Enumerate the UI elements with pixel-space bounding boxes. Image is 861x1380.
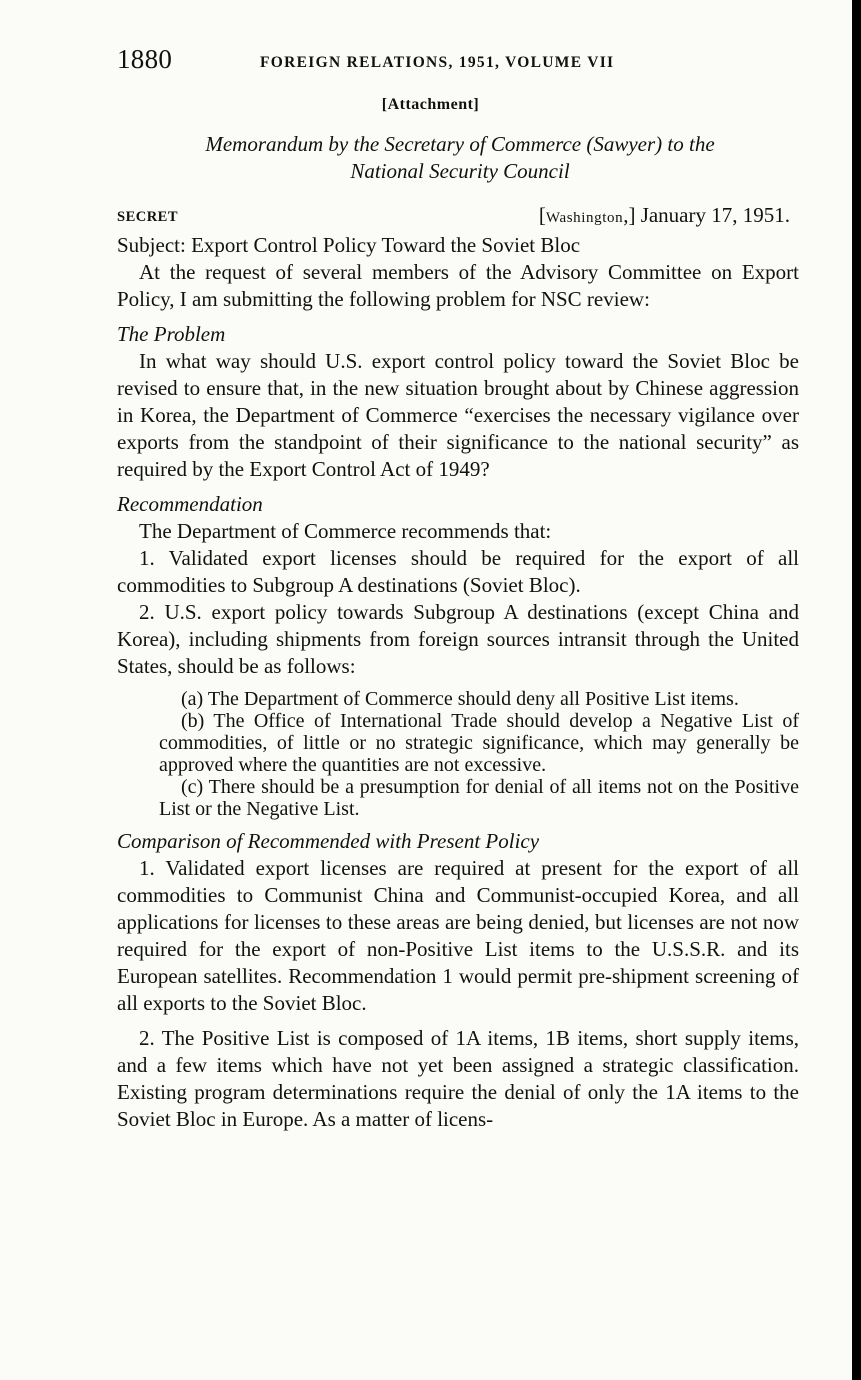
memo-title-line1: Memorandum by the Secretary of Commerce (Sawyer) to the (205, 132, 715, 156)
recommendation-2a: (a) The Department of Commerce should deny all Positive List items. (181, 688, 739, 710)
recommendation-intro: The Department of Commerce recommends that: (139, 519, 552, 543)
subject-line: Subject: Export Control Policy Toward the Soviet Bloc (117, 233, 581, 257)
recommendation-2b: (b) The Office of International Trade should develop a Negative List of commodities, of little or no strategic significance, which may generally be approved where the quantities are not excessive. (159, 710, 799, 776)
recommendation-2: 2. U.S. export policy towards Subgroup A destinations (except China and Korea), including shipments from foreign sources intransit through the United States, should be as follows: (117, 600, 799, 678)
intro-paragraph: At the request of several members of the Advisory Committee on Export Policy, I am submitting the following problem for NSC review: (117, 260, 799, 311)
date: January 17, 1951. (640, 203, 790, 227)
problem-heading: The Problem (117, 322, 226, 346)
attachment-label: [Attachment] (381, 96, 480, 113)
comparison-1: 1. Validated export licenses are required at present for the export of all commodities to Communist China and Communist-occupied Korea, and all applications for licenses to these areas are being denied, but licenses are not now required for the export of non-Positive List items to the U.S.S.R. and its European satellites. Recommendation 1 would permit pre-shipment screening of all exports to the Soviet Bloc. (117, 856, 799, 1015)
memo-title-line2: National Security Council (350, 159, 570, 183)
place-bracket-close: ,] (623, 203, 636, 227)
place-bracket-open: [ (538, 203, 546, 227)
comparison-2: 2. The Positive List is composed of 1A items, 1B items, short supply items, and a few items which have not yet been assigned a strategic classification. Existing program determinations require the denial of only the 1A items to the Soviet Bloc in Europe. As a matter of licens- (117, 1026, 799, 1131)
recommendation-heading: Recommendation (117, 492, 263, 516)
place-date-line (539, 203, 790, 228)
document-body (117, 232, 799, 1133)
running-head: FOREIGN RELATIONS, 1951, VOLUME VII (260, 54, 615, 71)
comparison-heading: Comparison of Recommended with Present Policy (117, 829, 540, 853)
memo-title (140, 131, 780, 185)
problem-paragraph: In what way should U.S. export control policy toward the Soviet Bloc be revised to ensure that, in the new situation brought about by Chinese aggression in Korea, the Department of Commerce “exercises the necessary vigilance over exports from the standpoint of their significance to the national security” as required by the Export Control Act of 1949? (117, 349, 799, 481)
recommendation-2-subitems (159, 688, 799, 820)
classification-marking: SECRET (117, 209, 179, 225)
scan-edge (852, 0, 861, 1380)
recommendation-1: 1. Validated export licenses should be required for the export of all commodities to Subgroup A destinations (Soviet Bloc). (117, 546, 799, 597)
place: Washington (545, 210, 624, 226)
recommendation-2c: (c) There should be a presumption for denial of all items not on the Positive List or the Negative List. (159, 776, 799, 820)
page-number: 1880 (117, 44, 173, 74)
